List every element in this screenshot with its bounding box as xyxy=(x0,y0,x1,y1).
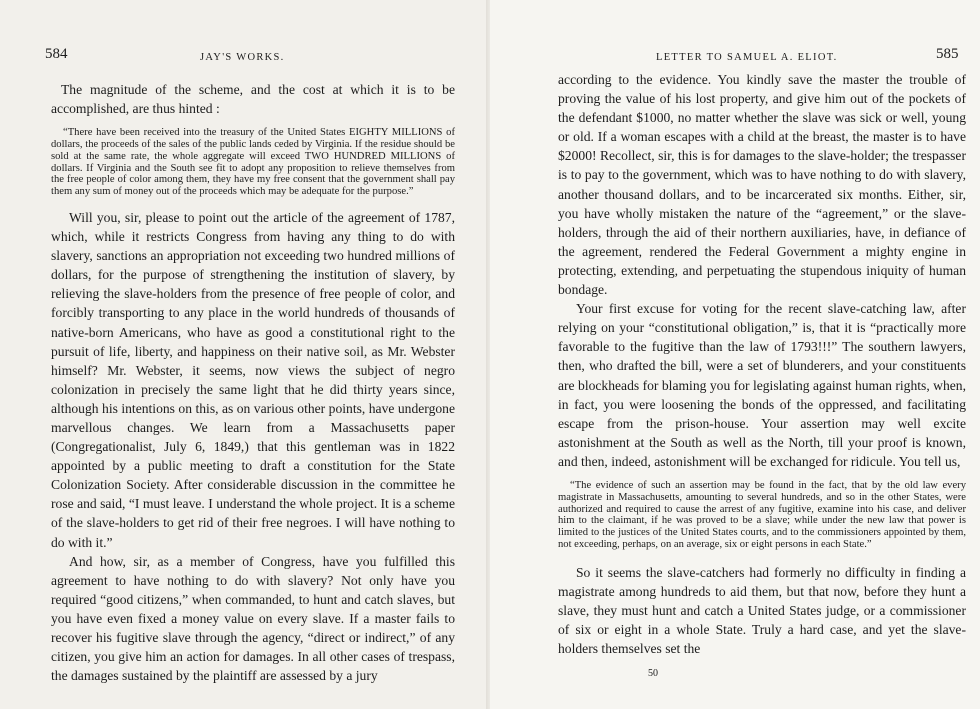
right-running-title: LETTER TO SAMUEL A. ELIOT. xyxy=(656,52,838,63)
paragraph: according to the evidence. You kindly save the master the trouble of proving the value of his lost property, and give him out of the pockets of the defendant $1000, no matter whether the slave was sick or well, young or old. If a woman escapes with a child at the breast, the master is to have $2000! Recollect, sir, this is for damages to the slave-holder; the trespasser is to pay to the government, which was to have nothing to do with slavery, another thousand dollars, and to be incarcerated six months. Either, sir, you have wholly mistaken the nature of the “agreement,” or the slave-holders, through the aid of their northern auxiliaries, have, in defiance of the agreement, rendered the Federal Government a mighty engine in protecting, extending, and perpetuating the stupendous iniquity of human bondage. xyxy=(558,72,966,298)
paragraph: So it seems the slave-catchers had formerly no difficulty in finding a magistrate among hundreds to aid them, but that now, before they hunt a slave, they must hunt and catch a United States judge, or a commissioner of six or eight in a whole State. Truly a hard case, and yet the slave-holders themselves set the xyxy=(558,564,966,657)
left-running-title: JAY'S WORKS. xyxy=(200,52,285,63)
paragraph: Will you, sir, please to point out the article of the agreement of 1787, which, while it restricts Congress from having any thing to do with slavery, sanctions an appropriation not exceeding two hundred millions of dollars, for the purpose of strengthening the institution of slavery, by relieving the slave-holders from the presence of free people of color, and forcibly transporting to any place in the world hundreds of thousands of native-born Americans, who have as good a constitutional right to the pursuit of life, liberty, and happiness on their native soil, as Mr. Webster himself? Mr. Webster, it seems, now views the subject of negro colonization in precisely the same light that he did thirty years since, although his intentions on this, as on various other points, have undergone marvellous changes. We learn from a Massachusetts paper (Congregationalist, July 6, 1849,) that this gentleman was in 1822 appointed by a public meeting to draft a constitution for the State Colonization Society. After considerable discussion in the committee he rose and said, “I must leave. I understand the whole project. It is a scheme of the slave-holders to get rid of their free negroes. I will have nothing to do with it.” xyxy=(51,209,455,550)
left-text-column xyxy=(51,80,455,685)
block-quote: “There have been received into the treasury of the United States EIGHTY MILLIONS of dollars, the proceeds of the sales of the public lands ceded by Virginia. If the residue should be sold at the same rate, the whole aggregate will exceed TWO HUNDRED MILLIONS of dollars. If Virginia and the South see fit to adopt any proposition to relieve themselves from the free people of color among them, they have my free consent that the government shall pay them any sum of money out of the proceeds which may be adequate for the purpose.” xyxy=(51,127,455,198)
signature-mark: 50 xyxy=(648,668,658,679)
right-page-number: 585 xyxy=(936,46,959,62)
left-page-number: 584 xyxy=(45,46,68,62)
paragraph: Your first excuse for voting for the recent slave-catching law, after relying on your “constitutional obligation,” is, that it is “practically more favorable to the fugitive than the law of 1793!!!” The southern lawyers, then, who drafted the bill, were a set of blunderers, and your constituents are blockheads for blaming you for legislating against human rights, when, in fact, you were loosening the bonds of the oppressed, and facilitating escape from the prison-house. Your assertion may well excite astonishment at the South as well as the North, till your proof is known, and then, indeed, astonishment will be exchanged for ridicule. You tell us, xyxy=(558,301,966,469)
paragraph: The magnitude of the scheme, and the cost at which it is to be accomplished, are thus hinted : xyxy=(51,82,455,117)
paragraph: And how, sir, as a member of Congress, have you fulfilled this agreement to have nothing to do with slavery? Not only have you required “good citizens,” when commanded, to hunt and catch slaves, but you have even fixed a money value on every slave. If a master fails to recover his fugitive slave through the agency, “direct or indirect,” of any citizen, you give him an action for damages. In all other cases of trespass, the damages sustained by the plaintiff are assessed by a jury xyxy=(51,553,455,684)
block-quote: “The evidence of such an assertion may be found in the fact, that by the old law every magistrate in Massachusetts, amounting to several hundreds, and so in the other States, were authorized and required to cause the arrest of any fugitive, examine into his case, and deliver him to the claimant, if he was proved to be a slave; while under the new law that power is limited to the justices of the United States courts, and to the commissioners appointed by them, not exceeding, perhaps, on an average, six or eight persons in each State.” xyxy=(558,479,966,550)
right-text-column xyxy=(558,70,966,658)
